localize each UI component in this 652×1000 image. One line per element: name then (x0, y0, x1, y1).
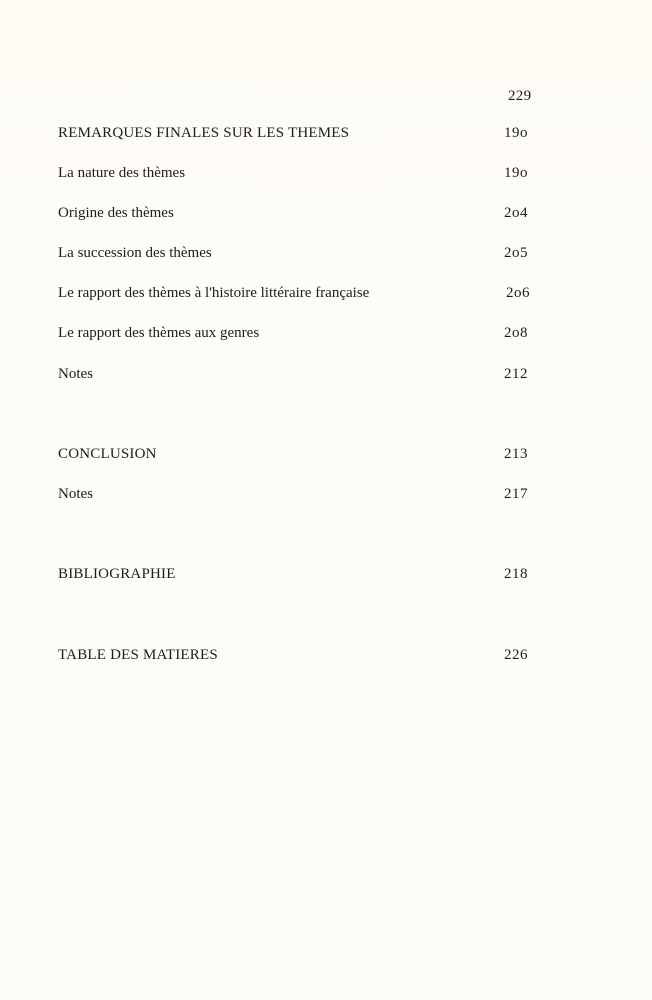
toc-entry-title: La nature des thèmes (58, 165, 186, 181)
toc-entry-title: REMARQUES FINALES SUR LES THEMES (58, 125, 350, 141)
toc-entry-page: 19o (504, 125, 528, 141)
toc-entry-origine-des-themes (58, 205, 532, 227)
toc-entry-title: Origine des thèmes (58, 205, 174, 221)
toc-entry-page: 2o8 (504, 325, 528, 341)
toc-entry-page: 212 (504, 366, 528, 382)
toc-entry-page: 2o4 (504, 205, 528, 221)
toc-entry-title: TABLE DES MATIERES (58, 647, 218, 663)
toc-entry-page: 226 (504, 647, 528, 663)
toc-entry-title: Le rapport des thèmes aux genres (58, 325, 260, 341)
toc-entry-rapport-aux-genres (58, 325, 532, 347)
toc-entry-nature-des-themes (58, 165, 532, 187)
toc-entry-notes-1 (58, 366, 532, 388)
toc-entry-title: Notes (58, 366, 93, 382)
toc-entry-rapport-histoire-litteraire (58, 285, 532, 307)
toc-entry-remarques-finales (58, 125, 532, 147)
toc-entry-title: CONCLUSION (58, 446, 157, 462)
toc-entry-title: BIBLIOGRAPHIE (58, 566, 176, 582)
toc-entry-notes-2 (58, 486, 532, 508)
toc-entry-succession-des-themes (58, 245, 532, 267)
toc-entry-page: 2o6 (506, 285, 530, 301)
toc-entry-bibliographie (58, 566, 532, 588)
toc-entry-page: 217 (504, 486, 528, 502)
toc-entry-page: 218 (504, 566, 528, 582)
toc-entry-page: 2o5 (504, 245, 528, 261)
toc-entry-conclusion (58, 446, 532, 468)
toc-entry-title: Notes (58, 486, 93, 502)
toc-entry-title: Le rapport des thèmes à l'histoire littéraire française (58, 285, 370, 301)
toc-entry-page: 19o (504, 165, 528, 181)
page-number: 229 (508, 88, 532, 104)
toc-entry-page: 213 (504, 446, 528, 462)
toc-entry-title: La succession des thèmes (58, 245, 212, 261)
toc-entry-table-des-matieres (58, 647, 532, 669)
